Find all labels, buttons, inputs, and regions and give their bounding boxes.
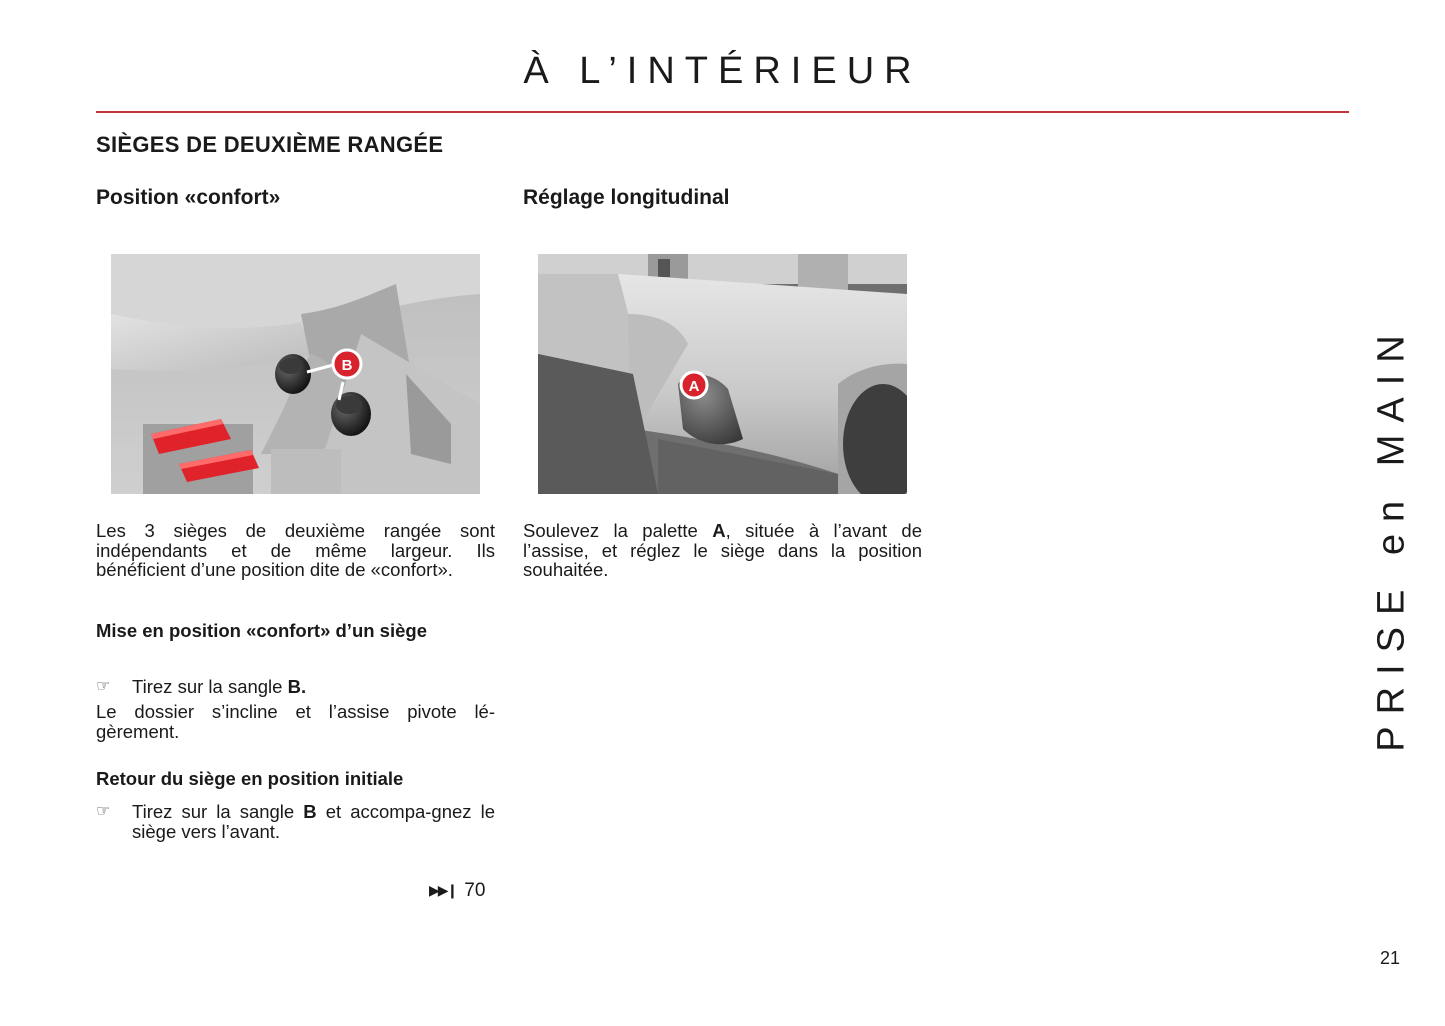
chapter-side-tab <box>1368 323 1416 752</box>
bullet-item <box>96 802 495 842</box>
right-column-title: Réglage longitudinal <box>523 186 730 209</box>
page-number: 21 <box>1380 948 1401 968</box>
right-instruction-text: Soulevez la palette A, située à l’avant de l’assise, et réglez le siège dans la position souhaitée. <box>523 520 922 580</box>
left-intro-text: Les 3 sièges de deuxième rangée sont indépendants et de même largeur. Ils bénéficient d’une position dite de «confort». <box>96 520 495 580</box>
photo-label-a: A <box>688 378 700 395</box>
bullet-text: Tirez sur la sangle B et accompa-gnez le siège vers l’avant. <box>132 801 495 842</box>
bullet-text: Tirez sur la sangle B. <box>132 676 307 697</box>
chapter-side-tab-label: PRISE en MAIN <box>1370 323 1413 752</box>
longitudinal-adjustment-photo <box>538 254 907 494</box>
comfort-position-photo <box>111 254 480 494</box>
page-header-title: À L’INTÉRIEUR <box>523 50 922 92</box>
page-reference-link[interactable] <box>429 880 485 902</box>
left-column-title: Position «confort» <box>96 186 281 209</box>
fast-forward-icon: ▶▶❙ <box>429 882 457 898</box>
section-title: SIÈGES DE DEUXIÈME RANGÉE <box>96 132 444 157</box>
photo-label-b: B <box>341 357 353 374</box>
result-text: Le dossier s’incline et l’assise pivote lé-gèrement. <box>96 701 495 742</box>
subheading-comfort-position: Mise en position «confort» d’un siège <box>96 620 427 641</box>
bullet-item <box>96 677 495 697</box>
pointing-hand-icon: ☞ <box>96 803 111 820</box>
pointing-hand-icon: ☞ <box>96 678 111 695</box>
header-rule <box>96 111 1349 113</box>
page-reference-number: 70 <box>464 880 486 901</box>
subheading-return-position: Retour du siège en position initiale <box>96 768 404 789</box>
